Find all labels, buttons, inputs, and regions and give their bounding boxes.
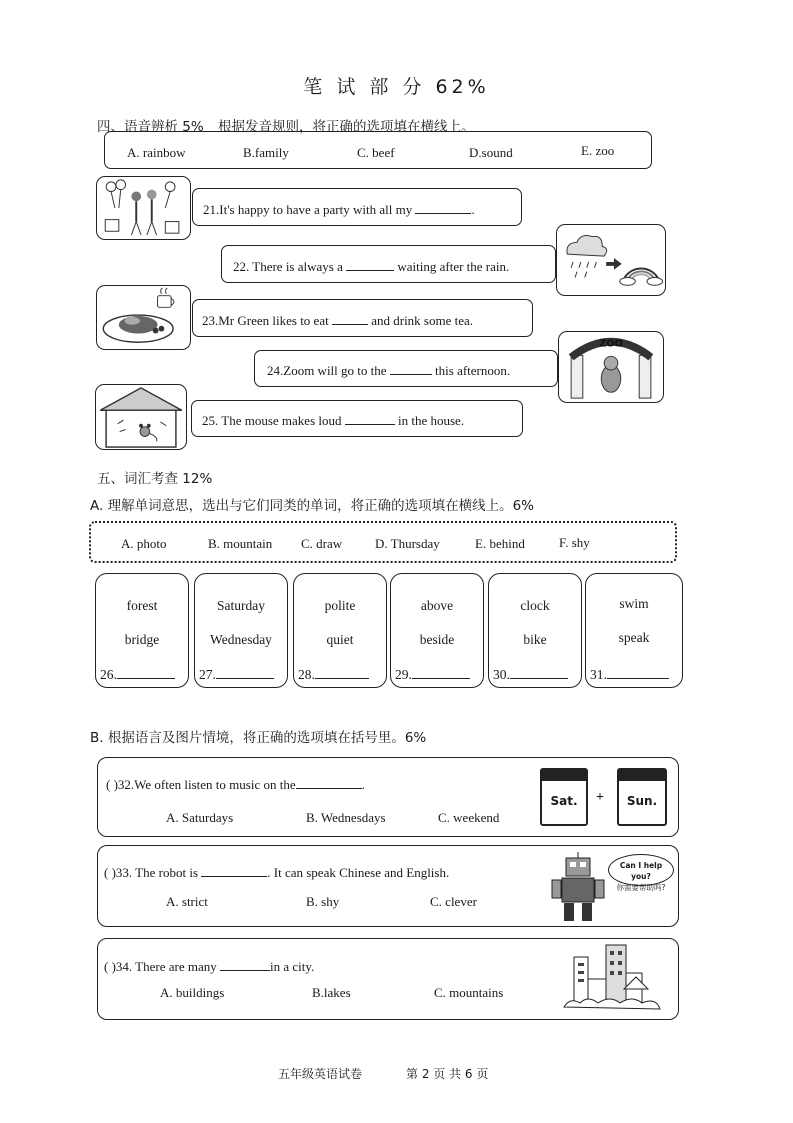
beef-tea-image — [96, 285, 191, 350]
party-image — [96, 176, 191, 240]
q26-answer-blank[interactable] — [117, 666, 175, 679]
speech-bubble-english: Can I help you? — [619, 861, 663, 881]
card-word-1: above — [420, 598, 454, 613]
card-word-1: clock — [520, 598, 550, 613]
word-card-26 — [95, 573, 189, 688]
q24-text-after: this afternoon. — [431, 363, 511, 378]
q34-option-a: A. buildings — [160, 985, 225, 1000]
section5-heading: 五、词汇考查 12% — [97, 471, 213, 487]
word-card-30 — [488, 573, 582, 688]
option-c: C. beef — [357, 145, 395, 160]
q23-answer-blank[interactable] — [332, 312, 368, 325]
q33-text-after: . It can speak Chinese and English. — [267, 865, 450, 880]
q25-text-after: in the house. — [394, 413, 465, 428]
q21-answer-blank[interactable] — [415, 201, 471, 214]
q33-option-b: B. shy — [306, 894, 340, 909]
question-32 — [97, 757, 679, 837]
vocab-option-f: F. shy — [559, 535, 590, 550]
card-word-2: Wednesday — [210, 632, 272, 647]
word-card-31 — [585, 573, 683, 688]
card-word-2: bridge — [124, 632, 160, 647]
card-number: 31. — [590, 667, 607, 682]
q22-answer-blank[interactable] — [346, 258, 394, 271]
q32-option-b: B. Wednesdays — [306, 810, 386, 825]
question-33 — [97, 845, 679, 927]
page-title: 笔 试 部 分 62% — [303, 76, 490, 98]
card-word-2: speak — [618, 630, 650, 645]
q32-option-c: C. weekend — [438, 810, 500, 825]
calendar-label-sat: Sat. — [550, 794, 578, 808]
card-number: 28. — [298, 667, 315, 682]
card-word-1: forest — [126, 598, 158, 613]
question-22 — [221, 245, 556, 283]
card-number: 27. — [199, 667, 216, 682]
word-card-28 — [293, 573, 387, 688]
word-card-29 — [390, 573, 484, 688]
q34-option-b: B.lakes — [312, 985, 351, 1000]
zoo-sign-text: ZOO — [599, 338, 623, 350]
q34-bracket[interactable]: ( ) — [104, 959, 116, 974]
vocab-option-a: A. photo — [121, 536, 167, 551]
q29-answer-blank[interactable] — [412, 666, 470, 679]
q25-text-before: 25. The mouse makes loud — [202, 413, 345, 428]
q33-option-a: A. strict — [166, 894, 208, 909]
q33-answer-blank — [201, 864, 267, 877]
vocab-option-b: B. mountain — [208, 536, 273, 551]
card-word-1: Saturday — [217, 598, 265, 613]
q32-option-a: A. Saturdays — [166, 810, 234, 825]
card-number: 29. — [395, 667, 412, 682]
footer-page-number: 第 2 页 共 6 页 — [406, 1067, 489, 1081]
card-word-1: polite — [324, 598, 356, 613]
question-24 — [254, 350, 558, 387]
q32-answer-blank — [296, 776, 362, 789]
option-a: A. rainbow — [127, 145, 186, 160]
q32-text-after: . — [361, 777, 365, 792]
card-word-1: swim — [619, 596, 649, 611]
q25-answer-blank[interactable] — [345, 412, 395, 425]
q31-answer-blank[interactable] — [607, 666, 669, 679]
vocab-option-e: E. behind — [475, 536, 525, 551]
q32-text-before: 32.We often listen to music on the — [117, 777, 296, 792]
zoo-gate-image — [558, 331, 664, 403]
card-number: 26. — [100, 667, 117, 682]
q27-answer-blank[interactable] — [216, 666, 274, 679]
plus-sign: + — [596, 790, 604, 805]
vocab-option-d: D. Thursday — [375, 536, 440, 551]
q33-bracket[interactable]: ( ) — [104, 865, 116, 880]
question-21 — [192, 188, 522, 226]
q33-option-c: C. clever — [430, 894, 477, 909]
phonics-options-box — [104, 131, 652, 169]
q22-text-after: waiting after the rain. — [394, 259, 510, 274]
section4-instruction: 根据发音规则，将正确的选项填在横线上。 — [218, 119, 475, 135]
footer-exam-name: 五年级英语试卷 — [278, 1067, 363, 1081]
q34-answer-blank — [220, 958, 270, 971]
q21-text-before: 21.It's happy to have a party with all my — [203, 202, 416, 217]
q34-option-c: C. mountains — [434, 985, 504, 1000]
saturday-calendar-icon — [540, 768, 588, 826]
word-card-27 — [194, 573, 288, 688]
rain-rainbow-image — [556, 224, 666, 296]
section5-part-a-instruction: A. 理解单词意思，选出与它们同类的单词，将正确的选项填在横线上。6% — [90, 498, 534, 514]
speech-bubble-chinese: 你需要帮助吗? — [616, 883, 666, 892]
card-word-2: quiet — [326, 632, 354, 647]
speech-bubble — [608, 854, 674, 892]
question-23 — [192, 299, 533, 337]
q22-text-before: 22. There is always a — [233, 259, 347, 274]
section4-title: 四、语音辨析 5% — [97, 119, 204, 135]
q23-text-before: 23.Mr Green likes to eat — [202, 313, 332, 328]
card-word-2: bike — [523, 632, 547, 647]
card-number: 30. — [493, 667, 510, 682]
sunday-calendar-icon — [617, 768, 667, 826]
q34-text-after: in a city. — [270, 959, 315, 974]
option-d: D.sound — [469, 145, 513, 160]
question-25 — [191, 400, 523, 437]
vocab-option-c: C. draw — [301, 536, 343, 551]
q30-answer-blank[interactable] — [510, 666, 568, 679]
q34-text-before: 34. There are many — [115, 959, 220, 974]
q28-answer-blank[interactable] — [315, 666, 369, 679]
q32-bracket[interactable]: ( ) — [106, 777, 118, 792]
q24-answer-blank[interactable] — [390, 362, 432, 375]
mouse-house-image — [95, 384, 187, 450]
q24-text-before: 24.Zoom will go to the — [267, 363, 390, 378]
vocab-options-box — [89, 521, 677, 563]
question-34 — [97, 938, 679, 1020]
calendar-label-sun: Sun. — [626, 794, 658, 808]
robot-icon — [550, 850, 606, 924]
city-buildings-icon — [560, 943, 664, 1017]
option-b: B.family — [243, 145, 289, 160]
q23-text-after: and drink some tea. — [367, 313, 474, 328]
option-e: E. zoo — [581, 143, 615, 158]
q21-text-after: . — [471, 202, 475, 217]
card-word-2: beside — [419, 632, 455, 647]
section5-part-b-instruction: B. 根据语言及图片情境，将正确的选项填在括号里。6% — [90, 730, 427, 746]
q33-text-before: 33. The robot is — [115, 865, 202, 880]
